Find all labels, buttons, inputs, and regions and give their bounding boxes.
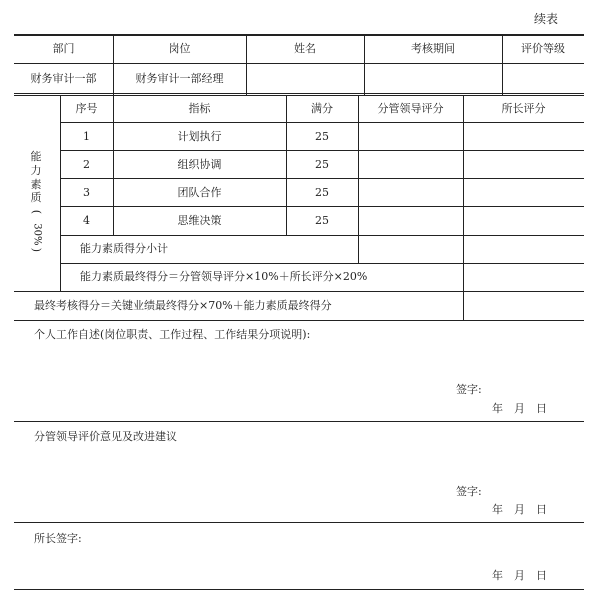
director-sign-date: 年 月 日 bbox=[492, 569, 547, 582]
self-statement-date: 年 月 日 bbox=[492, 402, 547, 415]
leader-opinion-label: 分管领导评价意见及改进建议 bbox=[34, 430, 177, 443]
header-department: 部门 bbox=[52, 42, 75, 55]
row-indicator: 组织协调 bbox=[177, 158, 222, 171]
row-full-score: 25 bbox=[315, 130, 329, 143]
ability-final-formula: 能力素质最终得分＝分管领导评分×10%＋所长评分×20% bbox=[80, 270, 368, 283]
col-full-score: 满分 bbox=[311, 102, 333, 115]
leader-opinion-signature[interactable]: 签字: bbox=[456, 485, 482, 498]
self-statement-signature[interactable]: 签字: bbox=[456, 383, 482, 396]
ability-label-char: 能 bbox=[30, 150, 42, 163]
row-no: 4 bbox=[83, 214, 90, 227]
row-no: 3 bbox=[83, 186, 90, 199]
ability-label-char: ) bbox=[29, 247, 43, 253]
department-value[interactable]: 财务审计一部 bbox=[30, 72, 97, 85]
row-full-score: 25 bbox=[315, 186, 329, 199]
header-period: 考核期间 bbox=[411, 42, 455, 55]
position-value[interactable]: 财务审计一部经理 bbox=[135, 72, 224, 85]
row-full-score: 25 bbox=[315, 214, 329, 227]
continued-label: 续表 bbox=[534, 12, 559, 26]
director-sign-label[interactable]: 所长签字: bbox=[34, 532, 82, 545]
row-indicator: 思维决策 bbox=[177, 214, 222, 227]
ability-label-char: 力 bbox=[30, 163, 42, 177]
header-position: 岗位 bbox=[168, 42, 191, 55]
ability-subtotal-label: 能力素质得分小计 bbox=[80, 242, 168, 255]
ability-label-char: 质 bbox=[30, 191, 42, 205]
ability-label-char: 30% bbox=[31, 223, 43, 246]
col-director-score: 所长评分 bbox=[501, 102, 546, 115]
ability-label-char: 素 bbox=[30, 177, 42, 191]
col-no: 序号 bbox=[75, 102, 98, 115]
row-full-score: 25 bbox=[315, 158, 329, 171]
header-rating-level: 评价等级 bbox=[521, 42, 565, 55]
self-statement-label: 个人工作自述(岗位职责、工作过程、工作结果分项说明): bbox=[34, 328, 311, 341]
ability-section-label bbox=[28, 150, 44, 257]
ability-label-char: ( bbox=[29, 209, 43, 215]
header-name: 姓名 bbox=[294, 42, 316, 55]
col-indicator: 指标 bbox=[188, 102, 211, 115]
row-indicator: 团队合作 bbox=[177, 186, 222, 199]
col-leader-score: 分管领导评分 bbox=[377, 102, 444, 115]
leader-opinion-date: 年 月 日 bbox=[492, 503, 547, 516]
final-score-formula: 最终考核得分＝关键业绩最终得分×70%＋能力素质最终得分 bbox=[34, 299, 332, 312]
row-no: 2 bbox=[83, 158, 90, 171]
row-indicator: 计划执行 bbox=[177, 130, 222, 143]
row-no: 1 bbox=[83, 130, 90, 143]
